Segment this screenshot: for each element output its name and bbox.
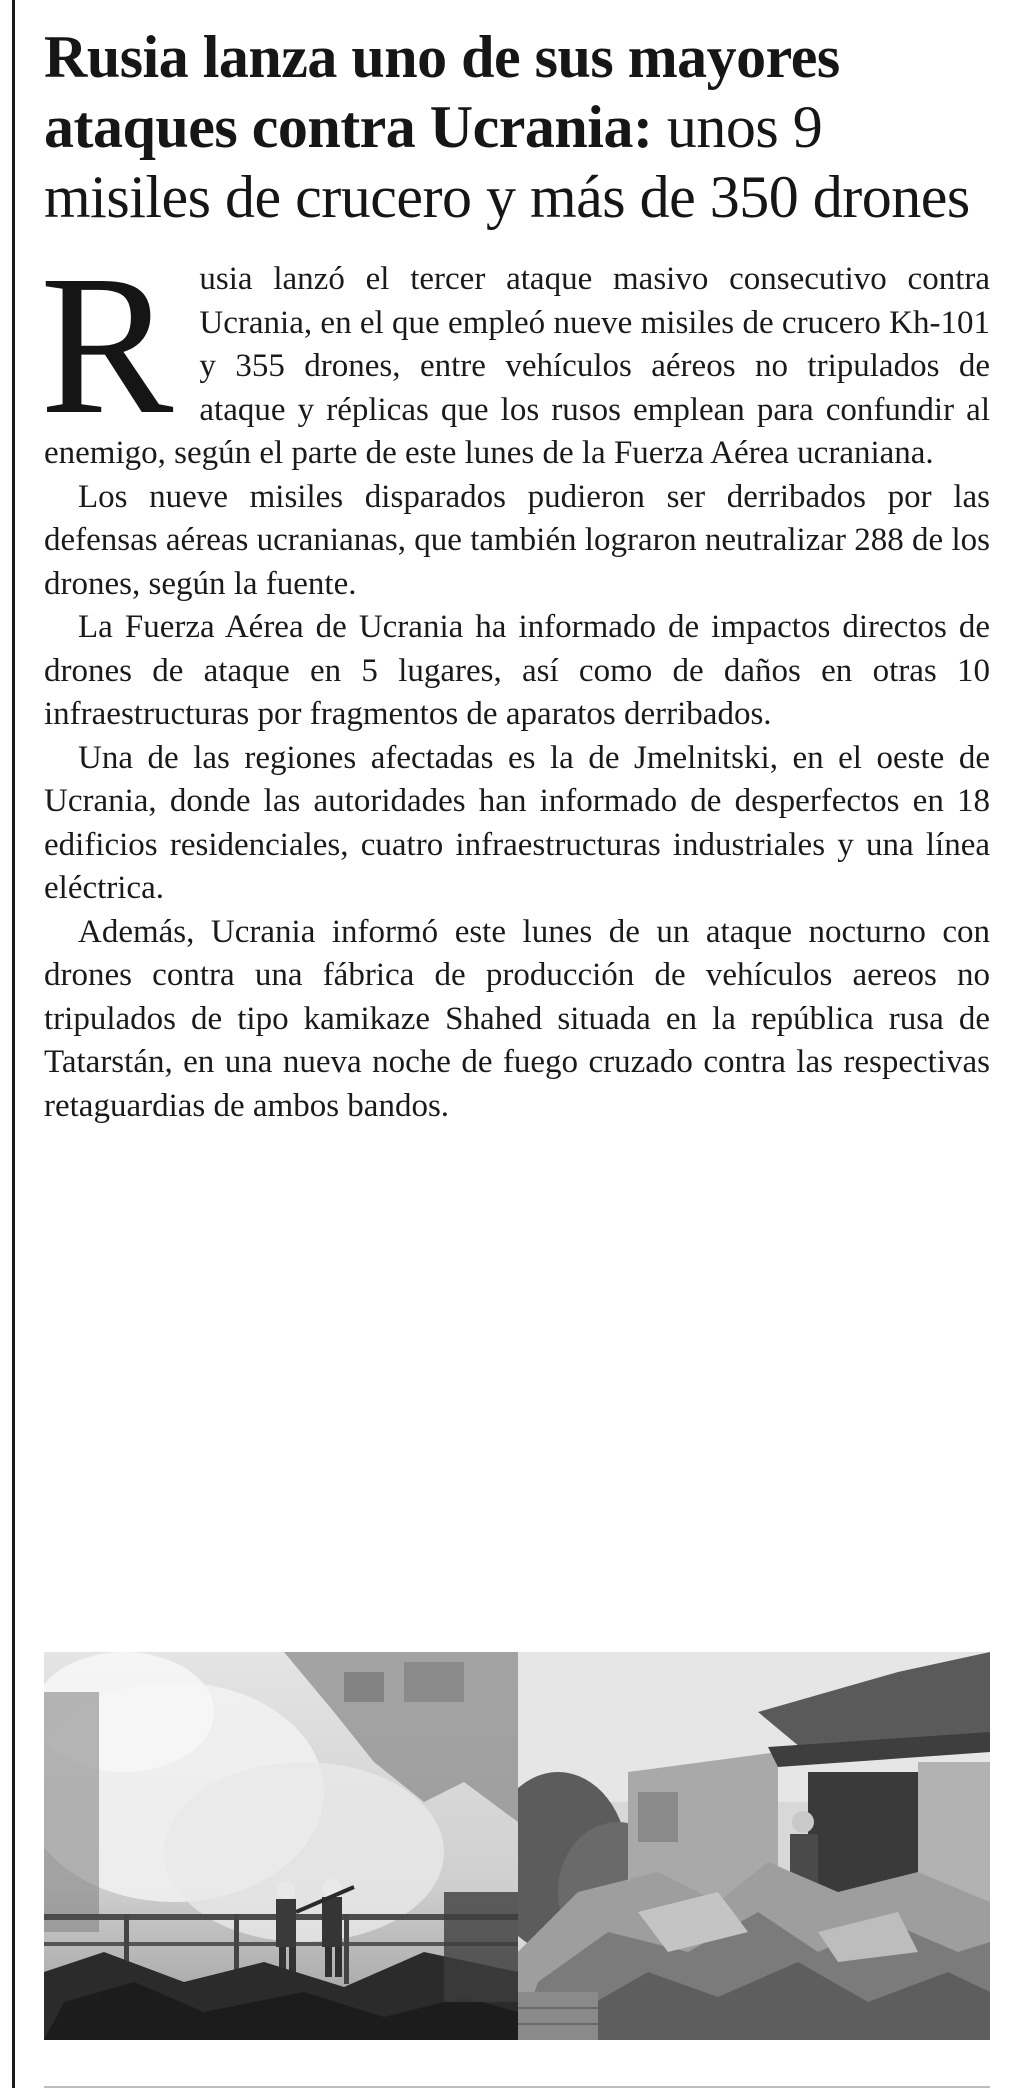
destroyed-building-rubble-photo [518,1652,990,2040]
paragraph-3: La Fuerza Aérea de Ucrania ha informado de impactos directos de drones de ataque en 5 lugares, así como de daños en otras 10 infraestructuras por fragmentos de aparatos derribados. [44,609,990,732]
paragraph-1 [40,235,990,476]
dropcap: R [40,235,174,456]
photo-strip [44,1652,990,2040]
left-column-rule [12,0,15,2088]
paragraph-5: Además, Ucrania informó este lunes de un ataque nocturno con drones contra una fábrica de producción de vehículos aereos no tripulados de tipo kamikaze Shahed situada en la república rusa de Tatarstán, en una nueva noche de fuego cruzado contra las respectivas retaguardias de ambos bandos. [44,913,990,1124]
paragraph-2: Los nueve misiles disparados pudieron ser derribados por las defensas aéreas ucranianas, que también lograron neutralizar 288 de los drones, según la fuente. [44,478,990,602]
paragraph-1-text: usia lanzó el tercer ataque masivo consecutivo contra Ucrania, en el que empleó nueve misiles de crucero Kh-101 y 355 drones, entre vehículos aéreos no tripulados de ataque y réplicas que los rusos emplean para confundir al enemigo, según el parte de este lunes de la Fuerza Aérea ucraniana. [44,261,990,471]
article [40,22,990,1128]
article-body [40,235,990,1128]
paragraph-4: Una de las regiones afectadas es la de Jmelnitski, en el oeste de Ucrania, donde las autoridades han informado de desperfectos en 18 edificios residenciales, cuatro infraestructuras industriales y una línea eléctrica. [44,739,990,906]
firefighters-smoke-photo [44,1652,518,2040]
headline-regular: unos 9 misiles de crucero y más de 350 drones [44,94,970,230]
headline [44,22,990,232]
headline-bold: Rusia lanza uno de sus mayores ataques contra Ucrania: [44,24,840,160]
